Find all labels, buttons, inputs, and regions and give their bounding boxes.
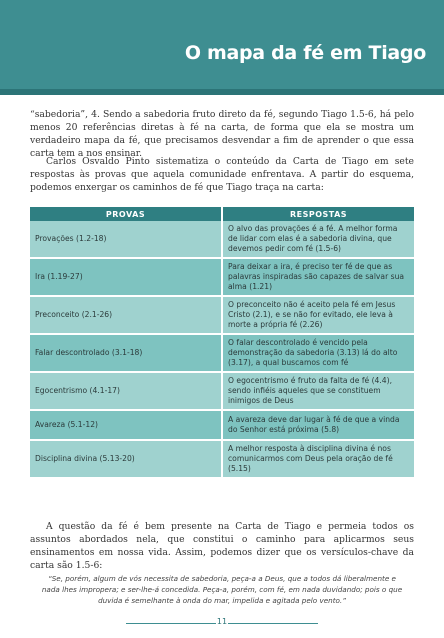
summary-paragraph: Carlos Osvaldo Pinto sistematiza o conteúdo da Carta de Tiago em sete respostas às provas que aquela comunidade enfrentava. A partir do esquema, podemos enxergar os caminhos de fé que Tiago traça na carta: (30, 156, 414, 193)
table-row (30, 334, 414, 372)
closing-paragraph: A questão da fé é bem presente na Carta de Tiago e permeia todos os assuntos abordados nela, que constitui o caminho para aplicarmos seus ensinamentos em nossa vida. Assim, podemos dizer que os versículos-chave da carta são 1.5-6: (30, 521, 414, 571)
resposta-cell: A melhor resposta à disciplina divina é nos comunicarmos com Deus pela oração de fé (5.15) (222, 440, 414, 478)
resposta-cell: O alvo das provações é a fé. A melhor forma de lidar com elas é a sabedoria divina, que devemos pedir com fé (1.5-6) (222, 221, 414, 258)
table-row (30, 296, 414, 334)
intro-paragraph: “sabedoria”, 4. Sendo a sabedoria fruto direto da fé, segundo Tiago 1.5-6, há pelo menos 20 referências diretas à fé na carta, de forma que ela se mostra um verdadeiro mapa da fé, que precisamos desvendar a fim de aprender o que essa carta tem a nos ensinar. (30, 109, 414, 159)
resposta-cell: O egocentrismo é fruto da falta de fé (4.4), sendo infiéis aqueles que se constituem inimigos de Deus (222, 372, 414, 410)
prova-cell: Preconceito (2.1-26) (30, 296, 222, 334)
footer-rule-left (126, 623, 216, 624)
prova-cell: Ira (1.19-27) (30, 258, 222, 296)
table-row (30, 221, 414, 258)
footer-rule-right (228, 623, 318, 624)
prova-cell: Disciplina divina (5.13-20) (30, 440, 222, 478)
resposta-cell: Para deixar a ira, é preciso ter fé de que as palavras inspiradas são capazes de salvar sua alma (1.21) (222, 258, 414, 296)
table-row (30, 410, 414, 440)
table-row (30, 372, 414, 410)
header-stripe (0, 89, 444, 95)
chapter-title: O mapa da fé em Tiago (184, 42, 426, 64)
resposta-cell: O falar descontrolado é vencido pela demonstração da sabedoria (3.13) lá do alto (3.17), a qual buscamos com fé (222, 334, 414, 372)
header-band (0, 0, 444, 95)
table-row (30, 258, 414, 296)
page-number: 11 (216, 617, 228, 626)
table-header-row (30, 207, 414, 221)
table-row (30, 440, 414, 478)
resposta-cell: A avareza deve dar lugar à fé de que a vinda do Senhor está próxima (5.8) (222, 410, 414, 440)
key-verse-quote: “Se, porém, algum de vós necessita de sabedoria, peça-a a Deus, que a todos dá liberalmente e nada lhes impropera; e ser-lhe-á concedida. Peça-a, porém, com fé, em nada duvidando; pois o que duvida é semelhante à onda do mar, impelida e agitada pelo vento.” (41, 574, 403, 605)
column-header-provas: PROVAS (30, 207, 222, 221)
prova-cell: Falar descontrolado (3.1-18) (30, 334, 222, 372)
resposta-cell: O preconceito não é aceito pela fé em Jesus Cristo (2.1), e se não for evitado, ele leva à morte a própria fé (2.26) (222, 296, 414, 334)
prova-cell: Egocentrismo (4.1-17) (30, 372, 222, 410)
provas-respostas-table (30, 207, 414, 479)
prova-cell: Avareza (5.1-12) (30, 410, 222, 440)
column-header-respostas: RESPOSTAS (222, 207, 414, 221)
prova-cell: Provações (1.2-18) (30, 221, 222, 258)
